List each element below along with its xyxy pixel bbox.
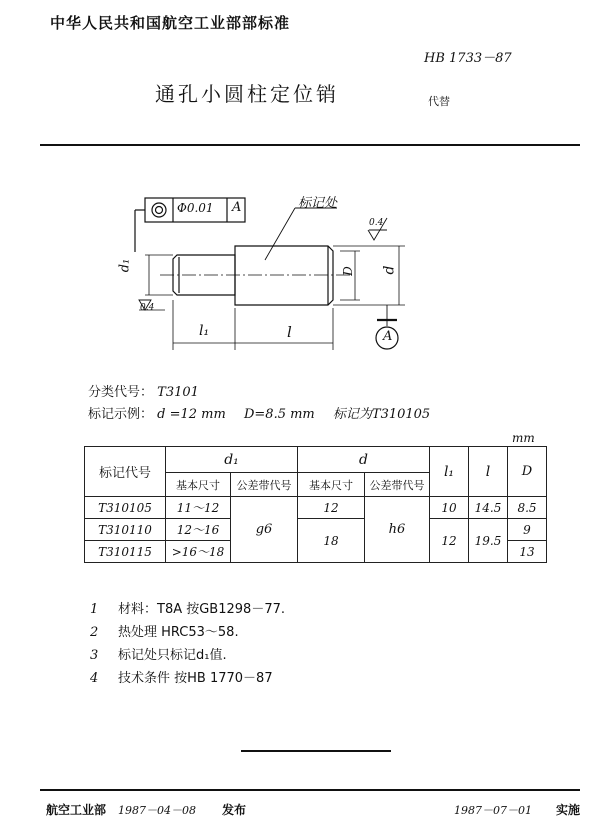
cell-d1-basic: >16～18: [166, 541, 231, 563]
footer-effective-label: 实施: [556, 803, 581, 817]
cell-code: T310115: [85, 541, 166, 563]
example-label: 标记示例：: [88, 407, 154, 422]
example-D: D=8.5 mm: [243, 407, 315, 422]
replaces-label: 代替: [428, 95, 450, 108]
datum-label: A: [232, 200, 242, 215]
org-title: 中华人民共和国航空工业部部标准: [50, 14, 291, 32]
dim-l-label: l: [287, 323, 292, 341]
cell-l: 14.5: [469, 497, 508, 519]
unit-label: mm: [512, 431, 535, 445]
cell-d-basic: 12: [298, 497, 365, 519]
th-d-tol: 公差带代号: [365, 473, 430, 497]
cell-d-basic: 18: [298, 519, 365, 563]
standard-number: HB 1733－87: [424, 51, 512, 66]
datum-a-label: A: [383, 329, 393, 344]
footer-rule: [40, 789, 580, 791]
dim-d1-label: d₁: [117, 258, 133, 273]
cell-code: T310105: [85, 497, 166, 519]
roughness-top-value: 0.4: [369, 218, 384, 228]
cell-D: 9: [508, 519, 547, 541]
th-l1: l₁: [430, 447, 469, 497]
example-mark: 标记为T310105: [332, 407, 431, 422]
dim-d-label: d: [381, 265, 398, 275]
cell-l: 19.5: [469, 519, 508, 563]
cell-d-tol: h6: [365, 497, 430, 563]
footer-issued-label: 发布: [222, 803, 247, 817]
th-d1-basic: 基本尺寸: [166, 473, 231, 497]
cell-l1: 12: [430, 519, 469, 563]
th-d-basic: 基本尺寸: [298, 473, 365, 497]
cell-D: 13: [508, 541, 547, 563]
cell-D: 8.5: [508, 497, 547, 519]
marking-example-line: [88, 403, 430, 422]
classification-code: T3101: [157, 385, 199, 400]
pin-body: [235, 246, 333, 305]
list-item: 2 热处理 HRC53～58.: [90, 625, 239, 640]
footer-issue-date: 1987－04－08: [118, 804, 196, 817]
th-marking-code: 标记代号: [85, 447, 166, 497]
table-row: [85, 519, 547, 541]
cell-l1: 10: [430, 497, 469, 519]
example-d: d =12 mm: [157, 407, 226, 422]
th-d1: d₁: [166, 447, 298, 473]
tolerance-value: Φ0.01: [177, 201, 214, 215]
cell-code: T310110: [85, 519, 166, 541]
th-l: l: [469, 447, 508, 497]
footer-effective-date: 1987－07－01: [454, 804, 532, 817]
footer-issuer: 航空工业部: [46, 803, 107, 817]
dim-D-label: D: [340, 266, 355, 276]
notes-list: [90, 598, 285, 690]
concentricity-icon: [152, 203, 166, 217]
roughness-left-value: 0.4: [140, 303, 155, 313]
th-d1-tol: 公差带代号: [231, 473, 298, 497]
marking-label: 标记处: [298, 196, 338, 211]
document-title: 通孔小圆柱定位销: [155, 82, 339, 106]
list-item: 1 材料：T8A 按GB1298－77.: [90, 602, 285, 617]
header-rule: [40, 144, 580, 146]
list-item: 4 技术条件 按HB 1770－87: [90, 671, 273, 686]
table-row: [85, 497, 547, 519]
classification-line: [88, 381, 199, 400]
dim-l1-label: l₁: [199, 323, 210, 339]
dimension-table: [84, 446, 547, 563]
cell-d1-tol: g6: [231, 497, 298, 563]
cell-d1-basic: 11～12: [166, 497, 231, 519]
classification-label: 分类代号：: [88, 385, 154, 400]
cell-d1-basic: 12～16: [166, 519, 231, 541]
th-d: d: [298, 447, 430, 473]
end-rule: [241, 750, 391, 752]
list-item: 3 标记处只标记d₁值.: [90, 648, 227, 663]
th-D: D: [508, 447, 547, 497]
